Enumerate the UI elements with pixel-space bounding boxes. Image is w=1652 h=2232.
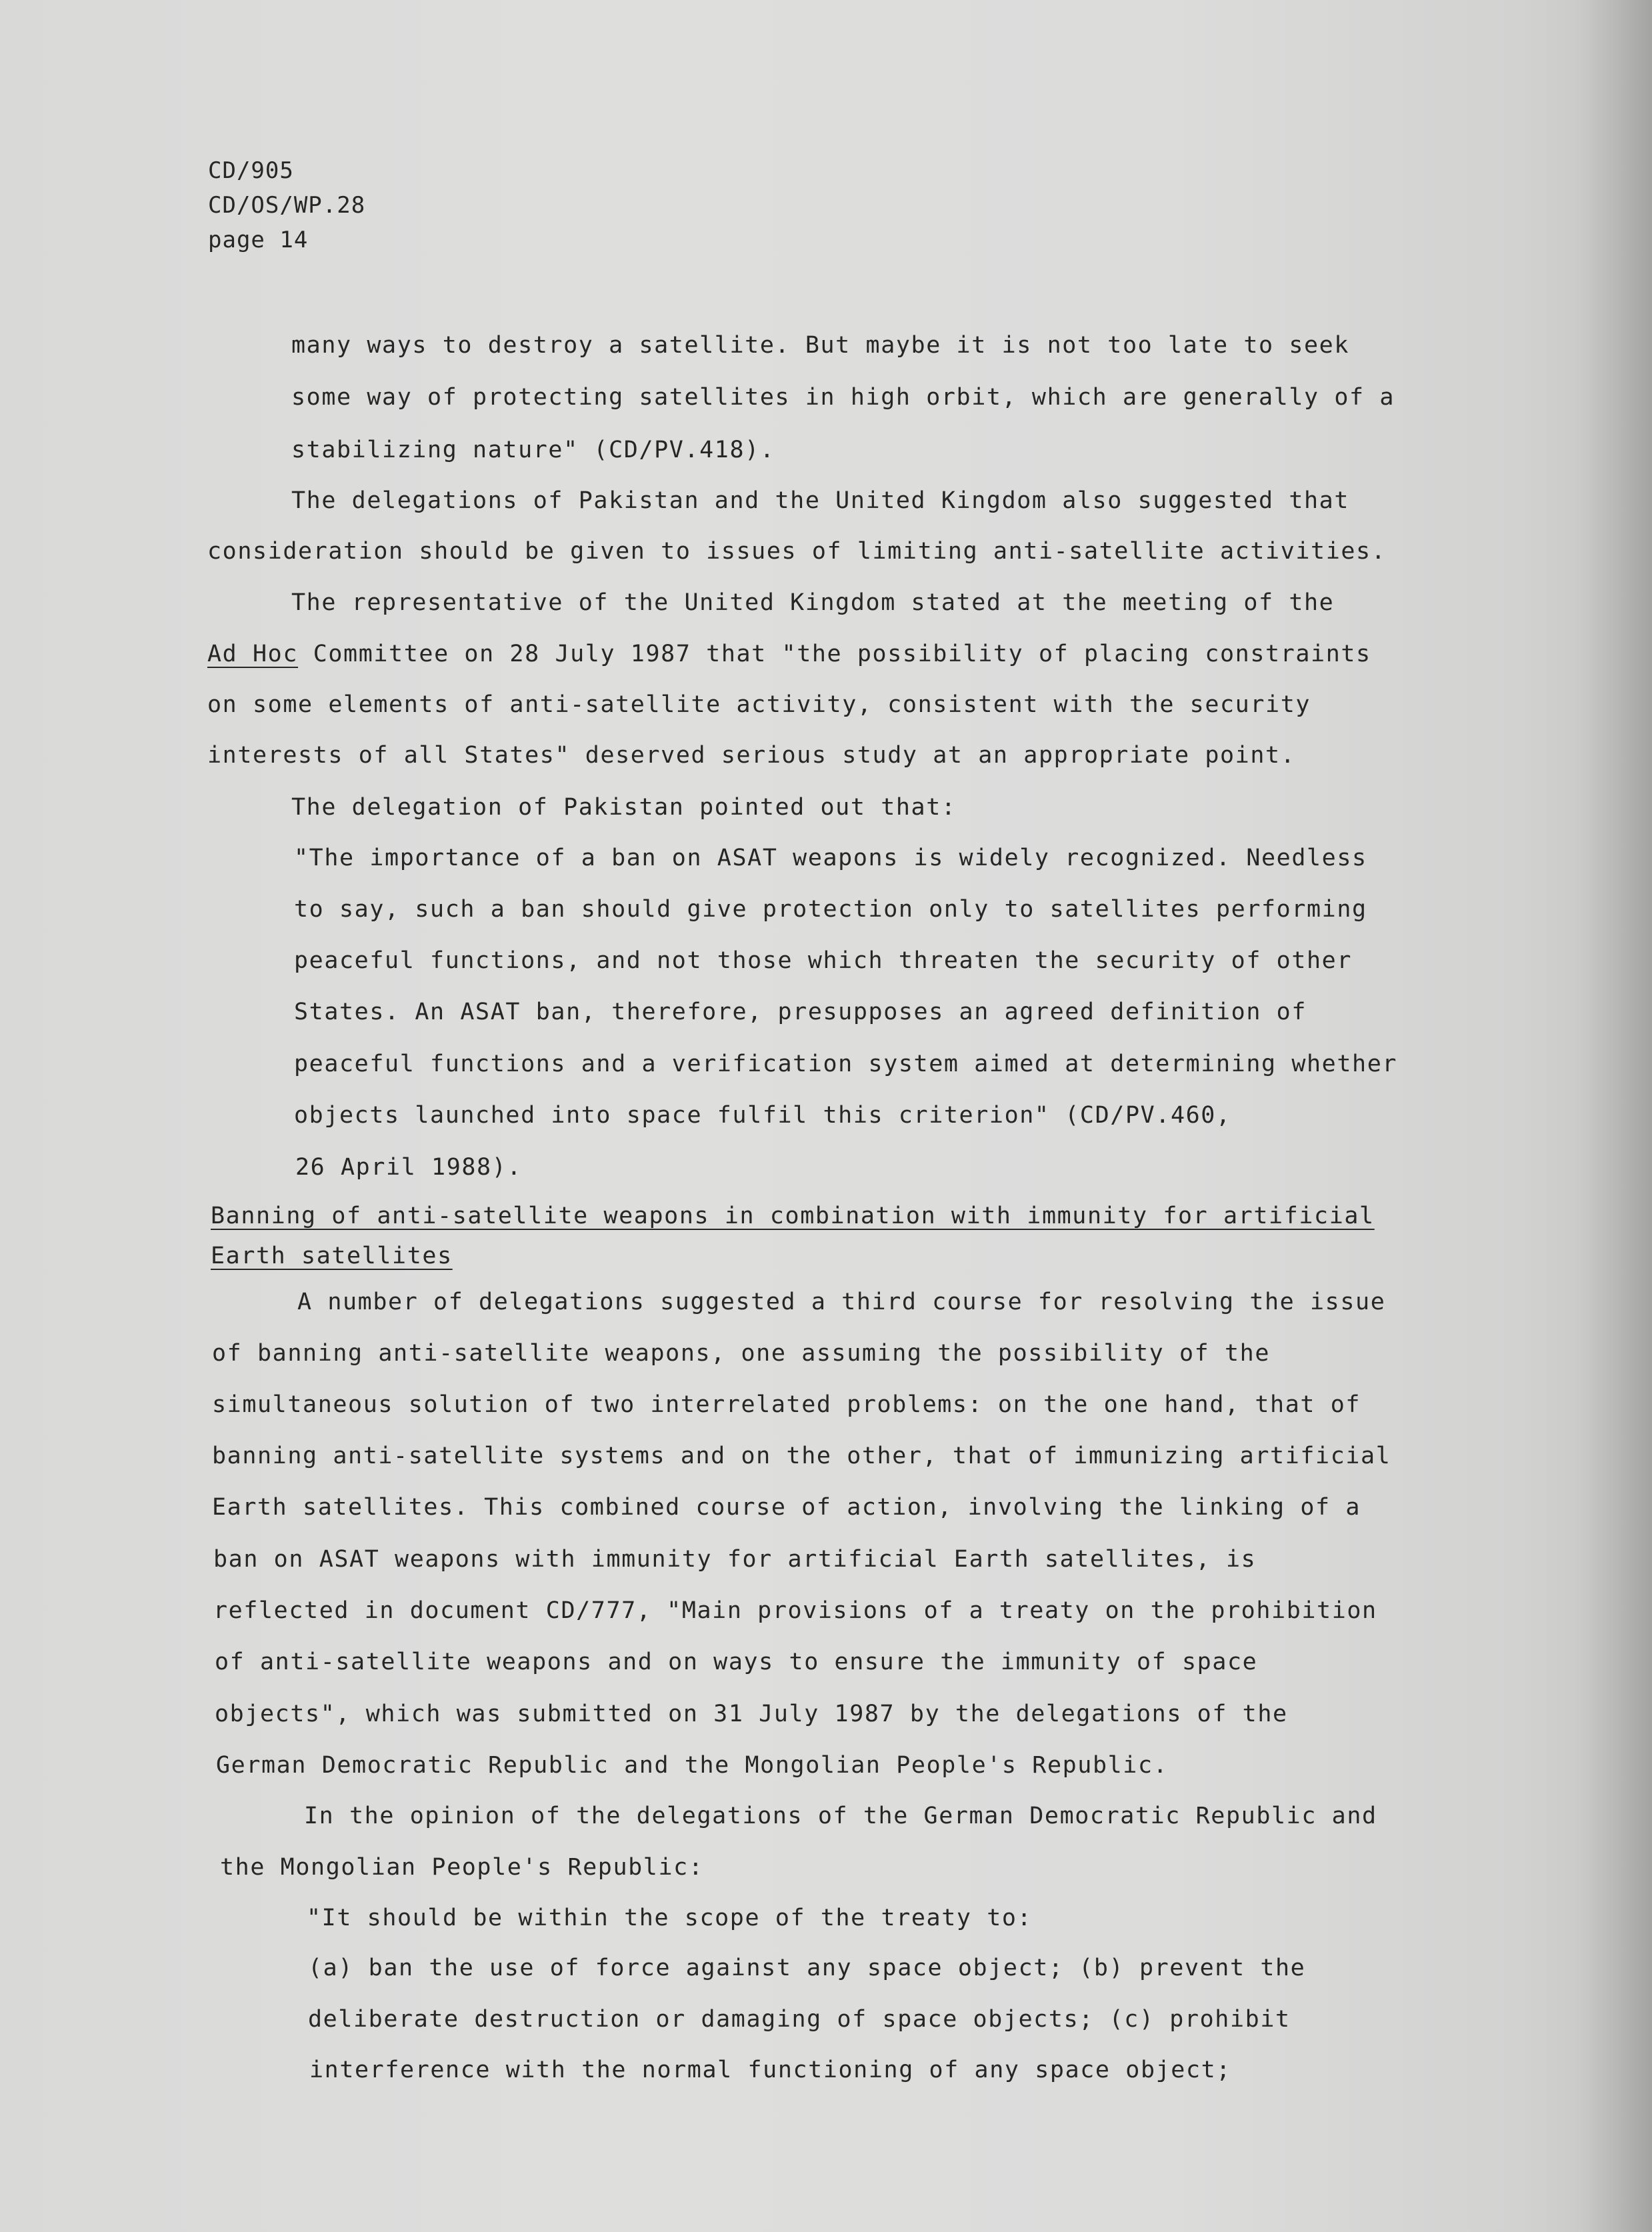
text-line: banning anti-satellite systems and on the other, that of immunizing artificial <box>212 1443 1391 1469</box>
quote-line: "The importance of a ban on ASAT weapons is widely recognized. Needless <box>294 845 1367 871</box>
quote-line: States. An ASAT ban, therefore, presupposes an agreed definition of <box>294 999 1307 1025</box>
text-line: stabilizing nature" (CD/PV.418). <box>291 437 775 463</box>
quote-line: 26 April 1988). <box>295 1154 523 1181</box>
quote-line: deliberate destruction or damaging of space objects; (c) prohibit <box>308 2006 1291 2033</box>
text-line: consideration should be given to issues of limiting anti-satellite activities. <box>207 538 1387 565</box>
page-number: page 14 <box>208 227 309 253</box>
section-heading: Banning of anti-satellite weapons in combination with immunity for artificial <box>211 1203 1375 1229</box>
working-paper-symbol: CD/OS/WP.28 <box>208 192 366 219</box>
text-line: The delegations of Pakistan and the United Kingdom also suggested that <box>291 487 1350 514</box>
text-line: Earth satellites. This combined course of action, involving the linking of a <box>212 1494 1361 1521</box>
quote-line: to say, such a ban should give protection only to satellites performing <box>294 896 1367 923</box>
text-line: A number of delegations suggested a third course for resolving the issue <box>297 1289 1386 1315</box>
quote-line: peaceful functions and a verification system aimed at determining whether <box>294 1051 1398 1077</box>
text-line: The delegation of Pakistan pointed out that: <box>291 794 957 821</box>
text-line: ban on ASAT weapons with immunity for artificial Earth satellites, is <box>213 1546 1257 1573</box>
text-line: The representative of the United Kingdom stated at the meeting of the <box>291 589 1335 616</box>
text-line: German Democratic Republic and the Mongolian People's Republic. <box>216 1752 1169 1779</box>
text-line: on some elements of anti-satellite activity, consistent with the security <box>207 691 1311 718</box>
quote-line: objects launched into space fulfil this criterion" (CD/PV.460, <box>294 1102 1231 1129</box>
text-line: the Mongolian People's Republic: <box>220 1854 704 1881</box>
document-symbol: CD/905 <box>208 157 294 184</box>
text-line: of anti-satellite weapons and on ways to ensure the immunity of space <box>215 1649 1258 1675</box>
latin-term-underlined: Ad Hoc <box>207 641 299 667</box>
text-line: many ways to destroy a satellite. But maybe it is not too late to seek <box>291 332 1350 359</box>
binding-edge-shadow <box>1579 0 1652 2232</box>
section-heading: Earth satellites <box>211 1243 453 1269</box>
text-line <box>207 640 1371 668</box>
document-header <box>208 153 365 257</box>
quote-line: peaceful functions, and not those which threaten the security of other <box>294 947 1353 974</box>
text-line: some way of protecting satellites in high orbit, which are generally of a <box>291 384 1395 411</box>
text-line: objects", which was submitted on 31 July 1987 by the delegations of the <box>215 1701 1288 1727</box>
text-line: In the opinion of the delegations of the German Democratic Republic and <box>304 1803 1377 1829</box>
text-line: reflected in document CD/777, "Main provisions of a treaty on the prohibition <box>213 1597 1377 1624</box>
quote-line: (a) ban the use of force against any space object; (b) prevent the <box>308 1955 1306 1981</box>
text-line: "It should be within the scope of the treaty to: <box>307 1905 1033 1931</box>
text-line: simultaneous solution of two interrelated problems: on the one hand, that of <box>212 1391 1361 1418</box>
quote-line: interference with the normal functioning of any space object; <box>309 2057 1231 2083</box>
text-line: of banning anti-satellite weapons, one assuming the possibility of the <box>212 1340 1271 1367</box>
text-span: Committee on 28 July 1987 that "the possibility of placing constraints <box>298 641 1371 667</box>
text-line: interests of all States" deserved serious study at an appropriate point. <box>207 742 1296 769</box>
